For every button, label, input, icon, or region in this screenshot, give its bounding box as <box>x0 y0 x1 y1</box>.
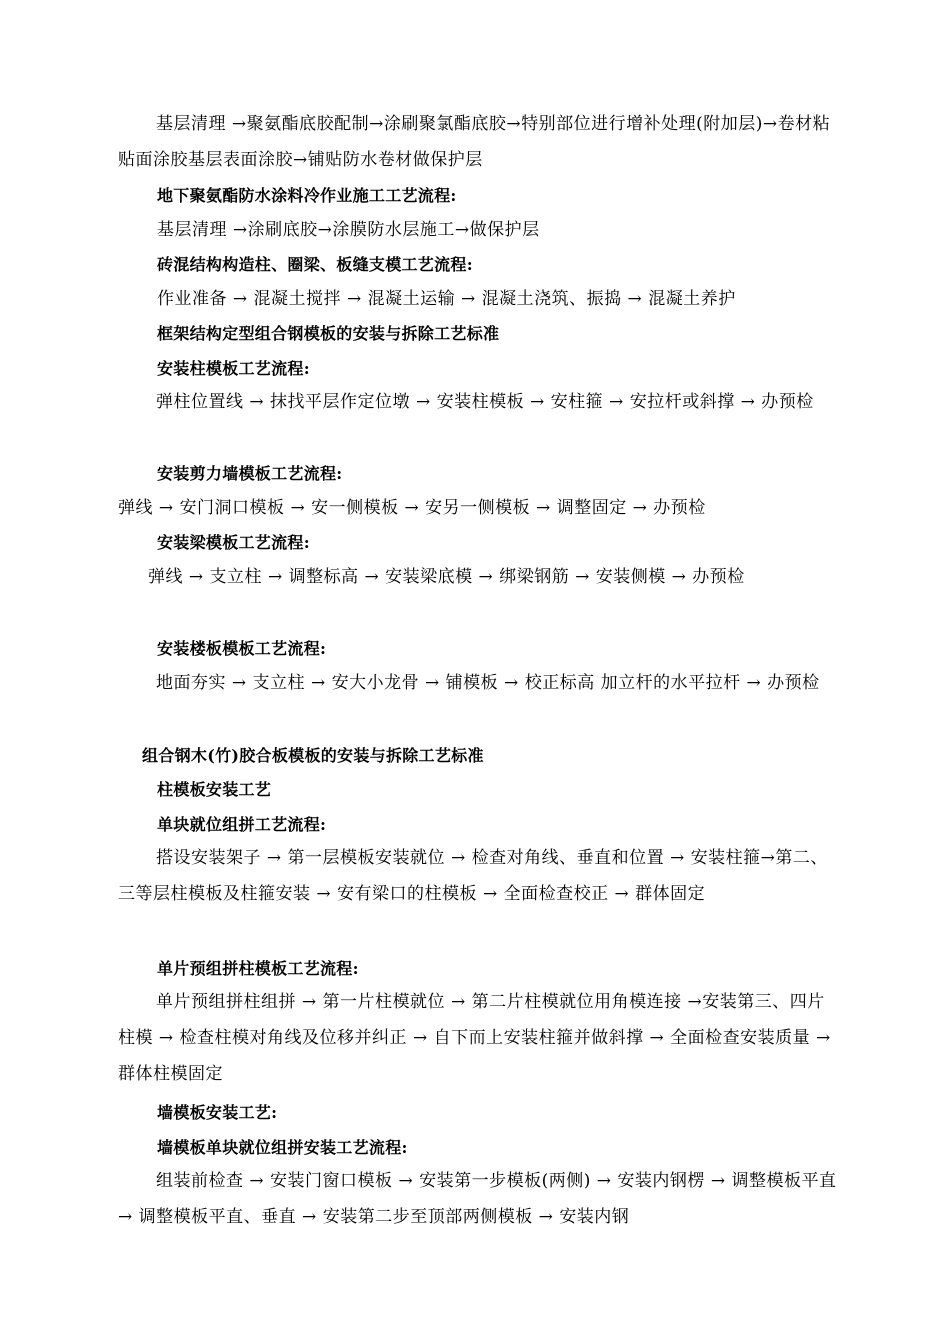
paragraph-single-panel-preassembly-flow: 单片预组拼柱组拼 → 第一片柱模就位 → 第二片柱模就位用角模连接 →安装第三、四片柱模 → 检查柱模对角线及位移并纠正 → 自下而上安装柱箍并做斜撑 → 全面检查安装质量 → 群体柱模固定 <box>118 992 831 1084</box>
heading-frame-steel-formwork-standard: 框架结构定型组合钢模板的安装与拆除工艺标准 <box>157 324 500 343</box>
heading-column-formwork-installation: 柱模板安装工艺 <box>157 780 272 799</box>
paragraph-polyurethane-membrane-flow: 基层清理 →聚氨酯底胶配制→涂刷聚氯酯底胶→特别部位进行增补处理(附加层)→卷材粘贴面涂胶基层表面涂胶→铺贴防水卷材做保护层 <box>118 114 831 170</box>
paragraph-beam-formwork-flow: 弹线 → 支立柱 → 调整标高 → 安装梁底模 → 绑梁钢筋 → 安装侧模 → 办预检 <box>148 567 745 587</box>
paragraph-column-formwork-flow: 弹柱位置线 → 抹找平层作定位墩 → 安装柱模板 → 安柱箍 → 安拉杆或斜撑 → 办预检 <box>156 392 814 412</box>
heading-single-block-assembly-flow: 单块就位组拼工艺流程: <box>157 815 327 834</box>
heading-slab-formwork-flow: 安装楼板模板工艺流程: <box>157 639 327 658</box>
heading-wall-formwork-installation: 墙模板安装工艺: <box>157 1103 278 1122</box>
paragraph-slab-formwork-flow: 地面夯实 → 支立柱 → 安大小龙骨 → 铺模板 → 校正标高 加立杆的水平拉杆 → 办预检 <box>156 673 820 693</box>
heading-beam-formwork-flow: 安装梁模板工艺流程: <box>157 533 310 552</box>
heading-polyurethane-coating-flow: 地下聚氨酯防水涂料冷作业施工工艺流程: <box>157 186 457 205</box>
paragraph-wall-single-block-assembly-flow: 组装前检查 → 安装门窗口模板 → 安装第一步模板(两侧) → 安装内钢楞 → 调整模板平直 → 调整模板平直、垂直 → 安装第二步至顶部两侧模板 → 安装内钢 <box>118 1171 837 1227</box>
paragraph-coating-flow: 基层清理 →涂刷底胶→涂膜防水层施工→做保护层 <box>157 220 540 240</box>
heading-wall-single-block-assembly-flow: 墙模板单块就位组拼安装工艺流程: <box>157 1138 408 1157</box>
heading-shear-wall-formwork-flow: 安装剪力墙模板工艺流程: <box>157 464 343 483</box>
paragraph-shear-wall-formwork-flow: 弹线 → 安门洞口模板 → 安一侧模板 → 安另一侧模板 → 调整固定 → 办预检 <box>118 498 706 518</box>
paragraph-concrete-flow: 作业准备 → 混凝土搅拌 → 混凝土运输 → 混凝土浇筑、振捣 → 混凝土养护 <box>157 289 736 309</box>
heading-single-panel-preassembly-flow: 单片预组拼柱模板工艺流程: <box>157 959 359 978</box>
heading-composite-plywood-formwork-standard: 组合钢木(竹)胶合板模板的安装与拆除工艺标准 <box>142 746 484 765</box>
heading-column-formwork-flow: 安装柱模板工艺流程: <box>157 359 310 378</box>
paragraph-single-block-assembly-flow: 搭设安装架子 → 第一层模板安装就位 → 检查对角线、垂直和位置 → 安装柱箍→第二、三等层柱模板及柱箍安装 → 安有梁口的柱模板 → 全面检查校正 → 群体固定 <box>118 848 828 904</box>
heading-masonry-formwork-flow: 砖混结构构造柱、圈梁、板缝支模工艺流程: <box>157 255 473 274</box>
